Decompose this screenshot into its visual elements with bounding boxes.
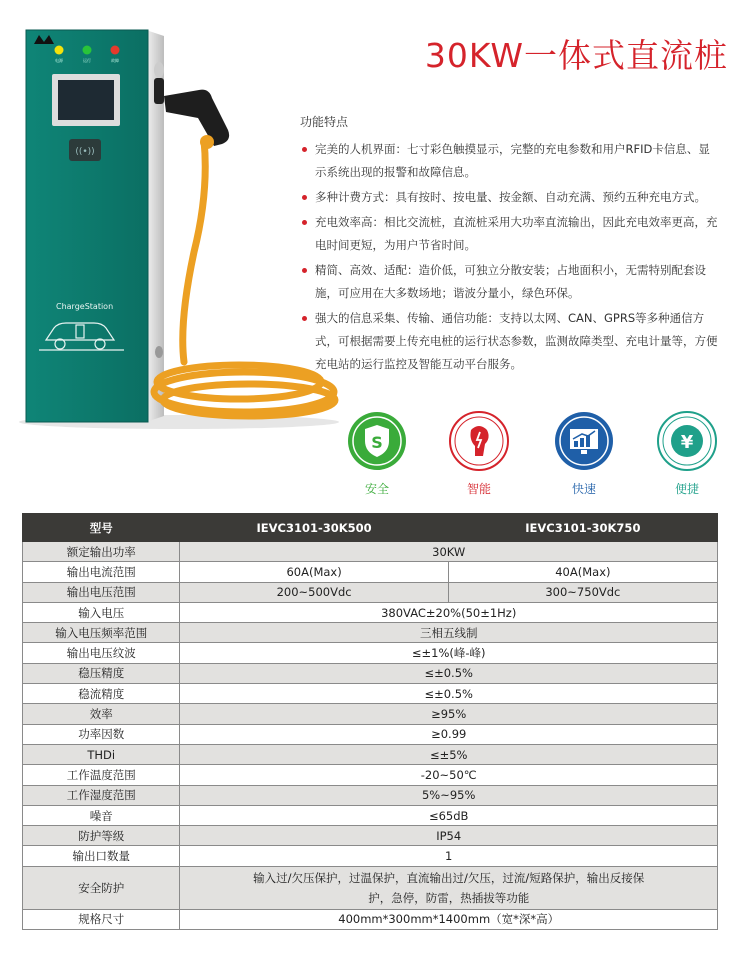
feature-item [300, 211, 720, 257]
spec-value: 1 [180, 846, 718, 866]
spec-param: 规格尺寸 [23, 909, 180, 929]
table-row [23, 909, 718, 929]
feature-text: 充电效率高：相比交流桩，直流桩采用大功率直流输出，因此充电效率更高，充电时间更短，为用户节省时间。 [315, 215, 718, 252]
feature-item [300, 259, 720, 305]
spec-param: 防护等级 [23, 826, 180, 846]
spec-value: 输入过/欠压保护，过温保护，直流输出过/欠压，过流/短路保护，输出反接保护，急停，防雷，热插拔等功能 [180, 866, 718, 909]
table-row [23, 744, 718, 764]
column-header-model: 型号 [23, 514, 180, 542]
badge-label-safe: 安全 [364, 482, 389, 496]
spec-value: ≤±5% [180, 744, 718, 764]
badge-label-fast: 快速 [571, 482, 596, 496]
badge-label-convenient: 便捷 [674, 482, 699, 496]
bullet-icon [302, 195, 307, 200]
feature-text: 精简、高效、适配：造价低，可独立分散安装；占地面积小，无需特别配套设施，可应用在大多数场地；谐波分量小，绿色环保。 [315, 263, 706, 300]
spec-param: 输出电流范围 [23, 562, 180, 582]
badge-fast [552, 410, 616, 497]
spec-value: 30KW [180, 542, 718, 562]
table-row [23, 623, 718, 643]
badge-convenient [655, 410, 719, 497]
charging-plug [164, 90, 229, 149]
feature-text: 多种计费方式：具有按时、按电量、按金额、自动充满、预约五种充电方式。 [315, 190, 706, 204]
feature-item [300, 307, 720, 376]
table-row [23, 542, 718, 562]
shield-icon [345, 410, 409, 472]
spec-value: 400mm*300mm*1400mm（宽*深*高） [180, 909, 718, 929]
spec-param: 功率因数 [23, 724, 180, 744]
spec-value: ≤65dB [180, 805, 718, 825]
spec-value: 40A(Max) [448, 562, 717, 582]
features-heading: 功能特点 [300, 115, 349, 129]
spec-param: 额定输出功率 [23, 542, 180, 562]
brand-text: ChargeStation [56, 302, 114, 311]
table-row [23, 765, 718, 785]
spec-param: 工作温度范围 [23, 765, 180, 785]
rfid-icon: ((•)) [75, 147, 95, 157]
spec-param: 输出电压范围 [23, 582, 180, 602]
table-row [23, 602, 718, 622]
spec-value: ≤±0.5% [180, 684, 718, 704]
spec-param: 工作湿度范围 [23, 785, 180, 805]
spec-param: 输出口数量 [23, 846, 180, 866]
spec-value: 380VAC±20%(50±1Hz) [180, 602, 718, 622]
table-row [23, 663, 718, 683]
feature-text: 完美的人机界面：七寸彩色触摸显示，完整的充电参数和用户RFID卡信息、显示系统出现的报警和故障信息。 [315, 142, 710, 179]
table-row [23, 785, 718, 805]
feature-text: 强大的信息采集、传输、通信功能：支持以太网、CAN、GPRS等多种通信方式，可根据需要上传充电桩的运行状态参数，监测故障类型、充电计量等，方便充电站的运行监控及智能互动平台服务。 [315, 311, 718, 371]
spec-value: 200~500Vdc [180, 582, 448, 602]
specs-table [22, 513, 718, 930]
table-row [23, 724, 718, 744]
lamp-label-power: 电源 [55, 58, 63, 63]
spec-param: 稳流精度 [23, 684, 180, 704]
power-lamp-icon [55, 46, 64, 55]
run-lamp-icon [83, 46, 92, 55]
spec-value: -20~50℃ [180, 765, 718, 785]
table-row [23, 562, 718, 582]
table-row [23, 684, 718, 704]
feature-item [300, 186, 720, 209]
spec-param: 输出电压纹波 [23, 643, 180, 663]
column-header-k500: IEVC3101-30K500 [180, 514, 448, 542]
lamp-label-run: 运行 [83, 58, 91, 63]
svg-text:S: S [371, 433, 383, 452]
monitor-chart-icon [552, 410, 616, 472]
fault-lamp-icon [111, 46, 120, 55]
spec-value: ≤±0.5% [180, 663, 718, 683]
product-title: 30KW一体式直流桩 [424, 36, 728, 75]
spec-param: 效率 [23, 704, 180, 724]
spec-value: 60A(Max) [180, 562, 448, 582]
table-row [23, 704, 718, 724]
spec-param: 输入电压 [23, 602, 180, 622]
spec-value: ≥0.99 [180, 724, 718, 744]
badge-safe [345, 410, 409, 497]
badge-smart [447, 410, 511, 497]
spec-param: 噪音 [23, 805, 180, 825]
brain-icon [447, 410, 511, 472]
spec-value: 300~750Vdc [448, 582, 717, 602]
spec-param: 输入电压频率范围 [23, 623, 180, 643]
spec-param: 安全防护 [23, 866, 180, 909]
spec-value: IP54 [180, 826, 718, 846]
yen-coin-icon [655, 410, 719, 472]
feature-badges [345, 410, 725, 500]
table-row [23, 805, 718, 825]
spec-param: 稳压精度 [23, 663, 180, 683]
badge-label-smart: 智能 [466, 482, 491, 496]
lamp-label-fault: 故障 [111, 58, 119, 63]
table-row [23, 582, 718, 602]
table-row [23, 846, 718, 866]
charger-illustration [14, 22, 344, 432]
column-header-k750: IEVC3101-30K750 [448, 514, 717, 542]
feature-item [300, 138, 720, 184]
touch-screen [58, 80, 114, 120]
spec-param: THDi [23, 744, 180, 764]
svg-text:¥: ¥ [680, 432, 694, 453]
bullet-icon [302, 147, 307, 152]
features-list [300, 138, 720, 378]
bullet-icon [302, 268, 307, 273]
spec-value: 三相五线制 [180, 623, 718, 643]
spec-value: ≥95% [180, 704, 718, 724]
table-row [23, 826, 718, 846]
table-row [23, 866, 718, 909]
specs-header-row [23, 514, 718, 542]
spec-value: 5%~95% [180, 785, 718, 805]
spec-value: ≤±1%(峰-峰) [180, 643, 718, 663]
table-row [23, 643, 718, 663]
bullet-icon [302, 316, 307, 321]
bullet-icon [302, 220, 307, 225]
